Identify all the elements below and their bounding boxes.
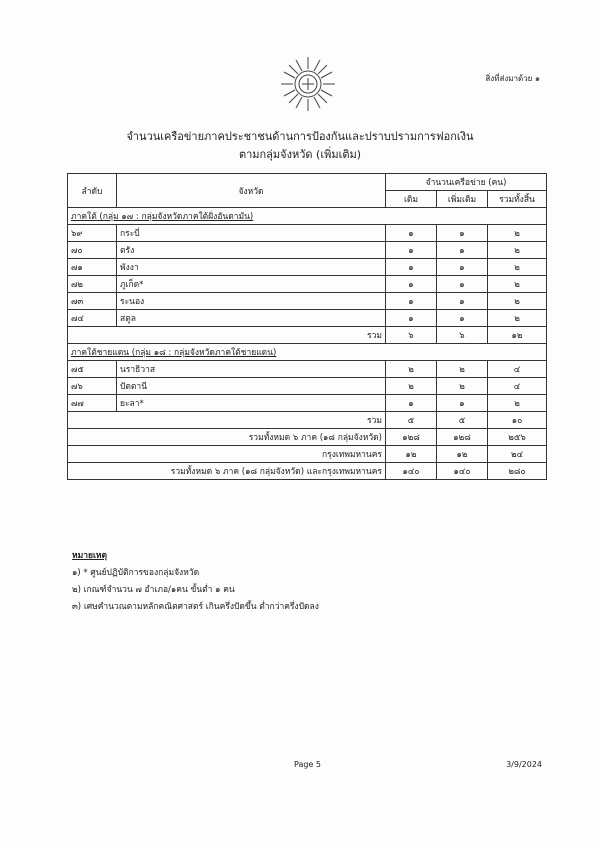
row-added: ๑: [437, 293, 488, 310]
row-added: ๑: [437, 242, 488, 259]
section-row: [68, 208, 547, 225]
table-row: [68, 361, 547, 378]
table-row: [68, 395, 547, 412]
bangkok-row: [68, 446, 547, 463]
header-total: รวมทั้งสิ้น: [488, 191, 547, 208]
row-total: ๒: [488, 293, 547, 310]
subtotal-added: ๖: [437, 327, 488, 344]
emblem-seal-icon: [278, 54, 338, 114]
subtotal-label: รวม: [68, 327, 386, 344]
subtotal-orig: ๖: [386, 327, 437, 344]
row-added: ๑: [437, 276, 488, 293]
row-no: ๗๐: [68, 242, 117, 259]
row-province: ตรัง: [117, 242, 386, 259]
row-orig: ๑: [386, 276, 437, 293]
overall-total-added: ๑๔๐: [437, 463, 488, 480]
section-title: ภาคใต้ชายแดน (กลุ่ม ๑๘ : กลุ่มจังหวัดภาคใต้ชายแดน): [68, 344, 547, 361]
row-added: ๑: [437, 310, 488, 327]
table-row: [68, 242, 547, 259]
section-title: ภาคใต้ (กลุ่ม ๑๗ : กลุ่มจังหวัดภาคใต้ฝั่งอันดามัน): [68, 208, 547, 225]
grand-total-orig: ๑๒๘: [386, 429, 437, 446]
table-row: [68, 310, 547, 327]
row-province: พังงา: [117, 259, 386, 276]
row-no: ๖๙: [68, 225, 117, 242]
bangkok-added: ๑๒: [437, 446, 488, 463]
overall-total-label: รวมทั้งหมด ๖ ภาค (๑๘ กลุ่มจังหวัด) และกรุงเทพมหานคร: [68, 463, 386, 480]
bangkok-label: กรุงเทพมหานคร: [68, 446, 386, 463]
row-no: ๗๖: [68, 378, 117, 395]
header-network-group: จำนวนเครือข่าย (คน): [386, 174, 547, 191]
row-no: ๗๗: [68, 395, 117, 412]
note-item: ๒) เกณฑ์จำนวน ๗ อำเภอ/๑คน ขั้นต่ำ ๑ คน: [72, 585, 235, 595]
grand-total-total: ๒๕๖: [488, 429, 547, 446]
row-added: ๑: [437, 395, 488, 412]
grand-total-added: ๑๒๘: [437, 429, 488, 446]
subtotal-total: ๑๐: [488, 412, 547, 429]
row-added: ๒: [437, 361, 488, 378]
overall-total-row: [68, 463, 547, 480]
table-header-row: [68, 174, 547, 191]
row-orig: ๒: [386, 378, 437, 395]
row-added: ๒: [437, 378, 488, 395]
document-subtitle: ตามกลุ่มจังหวัด (เพิ่มเติม): [238, 148, 362, 161]
table-row: [68, 293, 547, 310]
row-province: ยะลา*: [117, 395, 386, 412]
section-row: [68, 344, 547, 361]
row-total: ๒: [488, 225, 547, 242]
row-orig: ๑: [386, 395, 437, 412]
subtotal-row: [68, 327, 547, 344]
row-total: ๒: [488, 242, 547, 259]
row-total: ๒: [488, 310, 547, 327]
row-no: ๗๒: [68, 276, 117, 293]
overall-total-orig: ๑๔๐: [386, 463, 437, 480]
header-added: เพิ่มเติม: [437, 191, 488, 208]
header-original: เดิม: [386, 191, 437, 208]
row-total: ๒: [488, 276, 547, 293]
subtotal-orig: ๕: [386, 412, 437, 429]
notes-heading: หมายเหตุ: [72, 551, 107, 561]
notes-section: [72, 548, 319, 616]
row-no: ๗๓: [68, 293, 117, 310]
table-row: [68, 259, 547, 276]
bangkok-orig: ๑๒: [386, 446, 437, 463]
subtotal-row: [68, 412, 547, 429]
network-table: [67, 173, 547, 480]
note-item: ๑) * ศูนย์ปฏิบัติการของกลุ่มจังหวัด: [72, 568, 200, 578]
row-orig: ๑: [386, 259, 437, 276]
table-row: [68, 276, 547, 293]
row-province: สตูล: [117, 310, 386, 327]
subtotal-label: รวม: [68, 412, 386, 429]
subtotal-total: ๑๒: [488, 327, 547, 344]
row-orig: ๑: [386, 310, 437, 327]
table-row: [68, 378, 547, 395]
row-orig: ๑: [386, 293, 437, 310]
row-province: นราธิวาส: [117, 361, 386, 378]
document-title: จำนวนเครือข่ายภาคประชาชนด้านการป้องกันและปราบปรามการฟอกเงิน: [126, 130, 474, 143]
header-no: ลำดับ: [68, 174, 117, 208]
row-no: ๗๕: [68, 361, 117, 378]
row-province: ภูเก็ต*: [117, 276, 386, 293]
row-total: ๔: [488, 361, 547, 378]
row-added: ๑: [437, 225, 488, 242]
row-province: ระนอง: [117, 293, 386, 310]
row-province: ปัตตานี: [117, 378, 386, 395]
grand-total-label: รวมทั้งหมด ๖ ภาค (๑๘ กลุ่มจังหวัด): [68, 429, 386, 446]
footer-date: 3/9/2024: [506, 760, 542, 769]
overall-total-total: ๒๘๐: [488, 463, 547, 480]
header-province: จังหวัด: [117, 174, 386, 208]
row-orig: ๑: [386, 225, 437, 242]
note-item: ๓) เศษคำนวณตามหลักคณิตศาสตร์ เกินครึ่งปัดขึ้น ต่ำกว่าครึ่งปัดลง: [72, 602, 319, 612]
row-total: ๔: [488, 378, 547, 395]
bangkok-total: ๒๔: [488, 446, 547, 463]
row-orig: ๑: [386, 242, 437, 259]
page-number: Page 5: [294, 760, 321, 769]
grand-total-row: [68, 429, 547, 446]
table-row: [68, 225, 547, 242]
subtotal-added: ๕: [437, 412, 488, 429]
row-no: ๗๑: [68, 259, 117, 276]
row-total: ๒: [488, 259, 547, 276]
row-orig: ๒: [386, 361, 437, 378]
row-added: ๑: [437, 259, 488, 276]
row-province: กระบี่: [117, 225, 386, 242]
attachment-label: สิ่งที่ส่งมาด้วย ๑: [485, 74, 540, 83]
row-total: ๒: [488, 395, 547, 412]
row-no: ๗๔: [68, 310, 117, 327]
